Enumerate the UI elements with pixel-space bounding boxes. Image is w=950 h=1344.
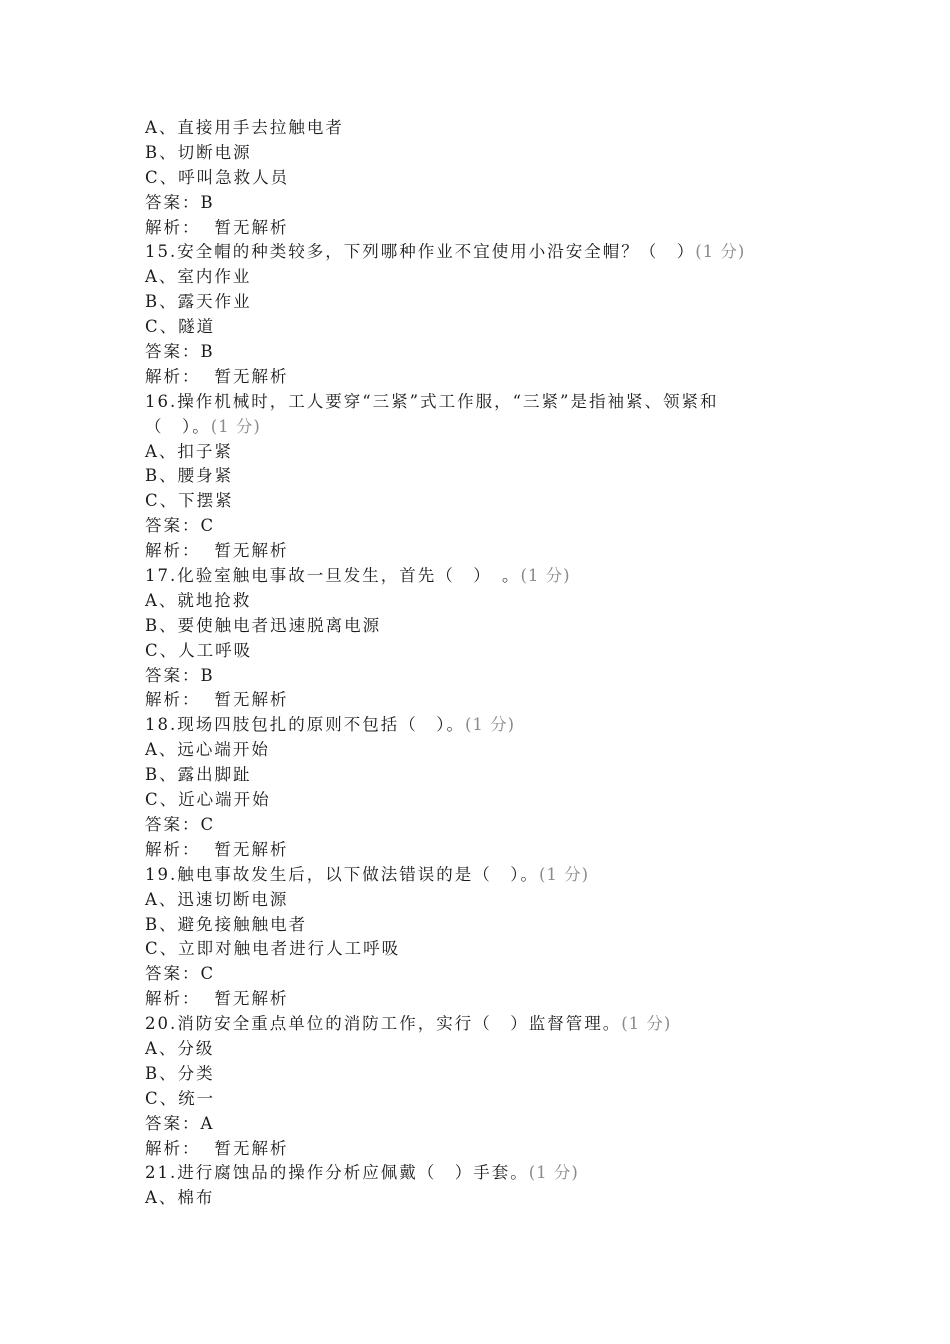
answer-option: A、室内作业 [145, 267, 252, 287]
question-line [145, 415, 805, 440]
answer-option: C、统一 [145, 1088, 216, 1108]
analysis-text: 暂无解析 [214, 690, 289, 710]
question-text: 20.消防安全重点单位的消防工作，实行（ ）监督管理。 [145, 1014, 622, 1034]
answer-option: C、呼叫急救人员 [145, 167, 290, 187]
answer-option: A、远心端开始 [145, 740, 270, 760]
answer-option: C、下摆紧 [145, 491, 234, 511]
question-text: 19.触电事故发生后，以下做法错误的是（ ）。 [145, 864, 539, 884]
question-score: (1 分) [210, 416, 261, 436]
analysis-text: 暂无解析 [214, 1138, 289, 1158]
analysis-line [145, 539, 805, 564]
question-text: 21.进行腐蚀品的操作分析应佩戴（ ）手套。 [145, 1163, 529, 1183]
analysis-label: 解析： [145, 1138, 201, 1158]
answer-option: B、切断电源 [145, 142, 252, 162]
analysis-line [145, 216, 805, 241]
analysis-line [145, 688, 805, 713]
answer-option: A、扣子紧 [145, 441, 233, 461]
answer-option: C、近心端开始 [145, 790, 271, 810]
correct-answer: 答案：A [145, 1113, 215, 1133]
analysis-line [145, 365, 805, 390]
analysis-label: 解析： [145, 690, 201, 710]
analysis-text: 暂无解析 [214, 989, 289, 1009]
answer-option: C、人工呼吸 [145, 640, 253, 660]
question-line [145, 1012, 805, 1037]
question-score: (1 分) [528, 1163, 579, 1183]
analysis-line [145, 1137, 805, 1162]
question-score: (1 分) [695, 242, 746, 262]
answer-option: B、腰身紧 [145, 466, 234, 486]
answer-option: B、分类 [145, 1063, 215, 1083]
answer-option: A、分级 [145, 1038, 215, 1058]
answer-option: C、隧道 [145, 317, 216, 337]
correct-answer: 答案：B [145, 192, 215, 212]
analysis-line [145, 987, 805, 1012]
correct-answer: 答案：C [145, 516, 216, 536]
answer-option: B、露出脚趾 [145, 765, 252, 785]
answer-option: A、直接用手去拉触电者 [145, 118, 344, 137]
answer-option: B、要使触电者迅速脱离电源 [145, 615, 382, 635]
question-line [145, 564, 805, 589]
correct-answer: 答案：B [145, 342, 215, 362]
question-score: (1 分) [520, 566, 571, 586]
question-line [145, 713, 805, 738]
answer-option: B、避免接触触电者 [145, 914, 308, 934]
answer-option: A、迅速切断电源 [145, 889, 289, 909]
analysis-label: 解析： [145, 541, 201, 561]
question-line [145, 1161, 805, 1186]
question-score: (1 分) [621, 1014, 672, 1034]
correct-answer: 答案：B [145, 665, 215, 685]
analysis-label: 解析： [145, 989, 201, 1009]
question-text: 16.操作机械时，工人要穿“三紧”式工作服，“三紧”是指袖紧、领紧和 [145, 391, 719, 411]
analysis-label: 解析： [145, 839, 201, 859]
analysis-line [145, 838, 805, 863]
correct-answer: 答案：C [145, 814, 216, 834]
answer-option: A、就地抢救 [145, 590, 252, 610]
answer-option: A、棉布 [145, 1188, 215, 1208]
correct-answer: 答案：C [145, 964, 216, 984]
analysis-text: 暂无解析 [214, 839, 289, 859]
answer-option: B、露天作业 [145, 292, 252, 312]
question-text: 18.现场四肢包扎的原则不包括（ ）。 [145, 715, 465, 735]
analysis-label: 解析： [145, 366, 201, 386]
question-line [145, 390, 805, 415]
question-score: (1 分) [539, 864, 590, 884]
question-text: 15.安全帽的种类较多，下列哪种作业不宜使用小沿安全帽？（ ） [145, 242, 696, 262]
question-text: （ ）。 [145, 416, 211, 436]
analysis-text: 暂无解析 [214, 217, 289, 237]
question-score: (1 分) [465, 715, 516, 735]
document-page [145, 116, 805, 1211]
answer-option: C、立即对触电者进行人工呼吸 [145, 939, 401, 959]
question-line [145, 863, 805, 888]
question-line [145, 240, 805, 265]
question-text: 17.化验室触电事故一旦发生，首先（ ） 。 [145, 566, 521, 586]
analysis-label: 解析： [145, 217, 201, 237]
analysis-text: 暂无解析 [214, 366, 289, 386]
analysis-text: 暂无解析 [214, 541, 289, 561]
